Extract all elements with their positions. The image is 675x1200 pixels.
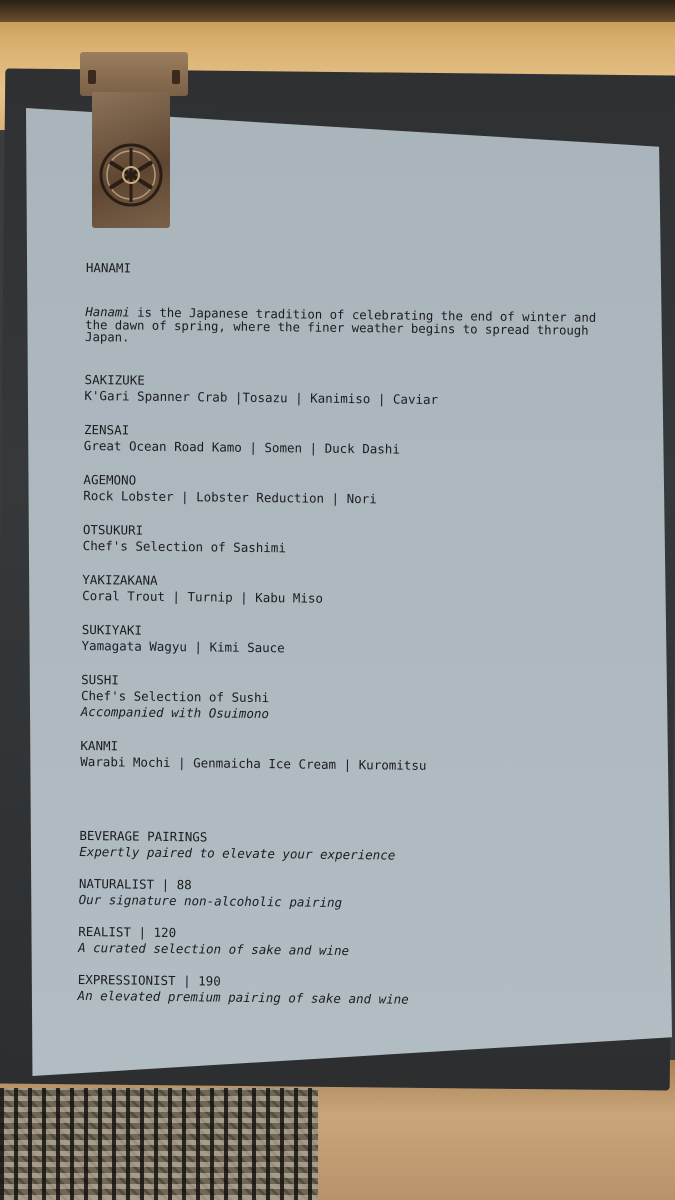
beverage-heading: BEVERAGE PAIRINGS [79,827,208,844]
table-edge-shadow [0,0,675,22]
course-item [80,737,620,775]
pairing-item [78,971,618,1009]
course-description: Yamagata Wagyu | Kimi Sauce [81,637,285,655]
course-item [84,421,624,459]
course-name: SAKIZUKE [84,371,145,388]
course-description: Great Ocean Road Kamo | Somen | Duck Dashi [83,437,400,457]
course-description: Chef's Selection of Sashimi [82,537,286,555]
beverage-subheading: Expertly paired to elevate your experience [79,843,396,863]
clip-slot-right [172,70,180,84]
course-name: YAKIZAKANA [82,571,158,588]
course-name: SUKIYAKI [81,621,143,638]
intro-text: is the Japanese tradition of celebrating the end of winter and the dawn of spring, where the finer weather begins to spread through Japan. [85,305,597,345]
course-name: KANMI [80,737,119,753]
course-note: Accompanied with Osuimono [80,703,270,721]
pairing-name: EXPRESSIONIST | 190 [77,971,221,989]
pairing-name: NATURALIST | 88 [78,875,192,892]
pairing-name: REALIST | 120 [78,923,177,940]
course-item [83,471,623,509]
pairing-description: An elevated premium pairing of sake and wine [77,987,409,1007]
course-description: Coral Trout | Turnip | Kabu Miso [82,587,324,606]
pairing-list [78,875,619,1009]
course-description: K'Gari Spanner Crab |Tosazu | Kanimiso | Caviar [84,387,439,407]
course-description: Warabi Mochi | Genmaicha Ice Cream | Kuromitsu [80,753,427,773]
clip-slot-left [88,70,96,84]
course-item [83,521,623,559]
course-name: ZENSAI [83,421,130,438]
menu-content [78,256,626,1010]
course-item [81,621,621,659]
woven-placemat [0,1088,318,1200]
course-item [81,671,622,725]
course-name: AGEMONO [83,471,137,488]
menu-title: HANAMI [85,259,132,276]
menu-intro [85,306,617,350]
course-name: OTSUKURI [82,521,144,538]
pairing-description: A curated selection of sake and wine [78,939,350,958]
crest-logo-icon [96,140,166,210]
course-description: Rock Lobster | Lobster Reduction | Nori [83,487,377,506]
course-list [80,371,624,775]
course-item [82,571,622,609]
course-name: SUSHI [81,671,119,687]
pairing-item [78,923,618,961]
pairing-description: Our signature non-alcoholic pairing [78,891,343,910]
course-item [84,371,624,409]
course-description: Chef's Selection of Sushi [80,687,270,705]
pairing-item [79,875,619,913]
menu-clip [80,52,188,96]
intro-lead: Hanami [85,304,130,320]
beverage-section [79,827,619,865]
